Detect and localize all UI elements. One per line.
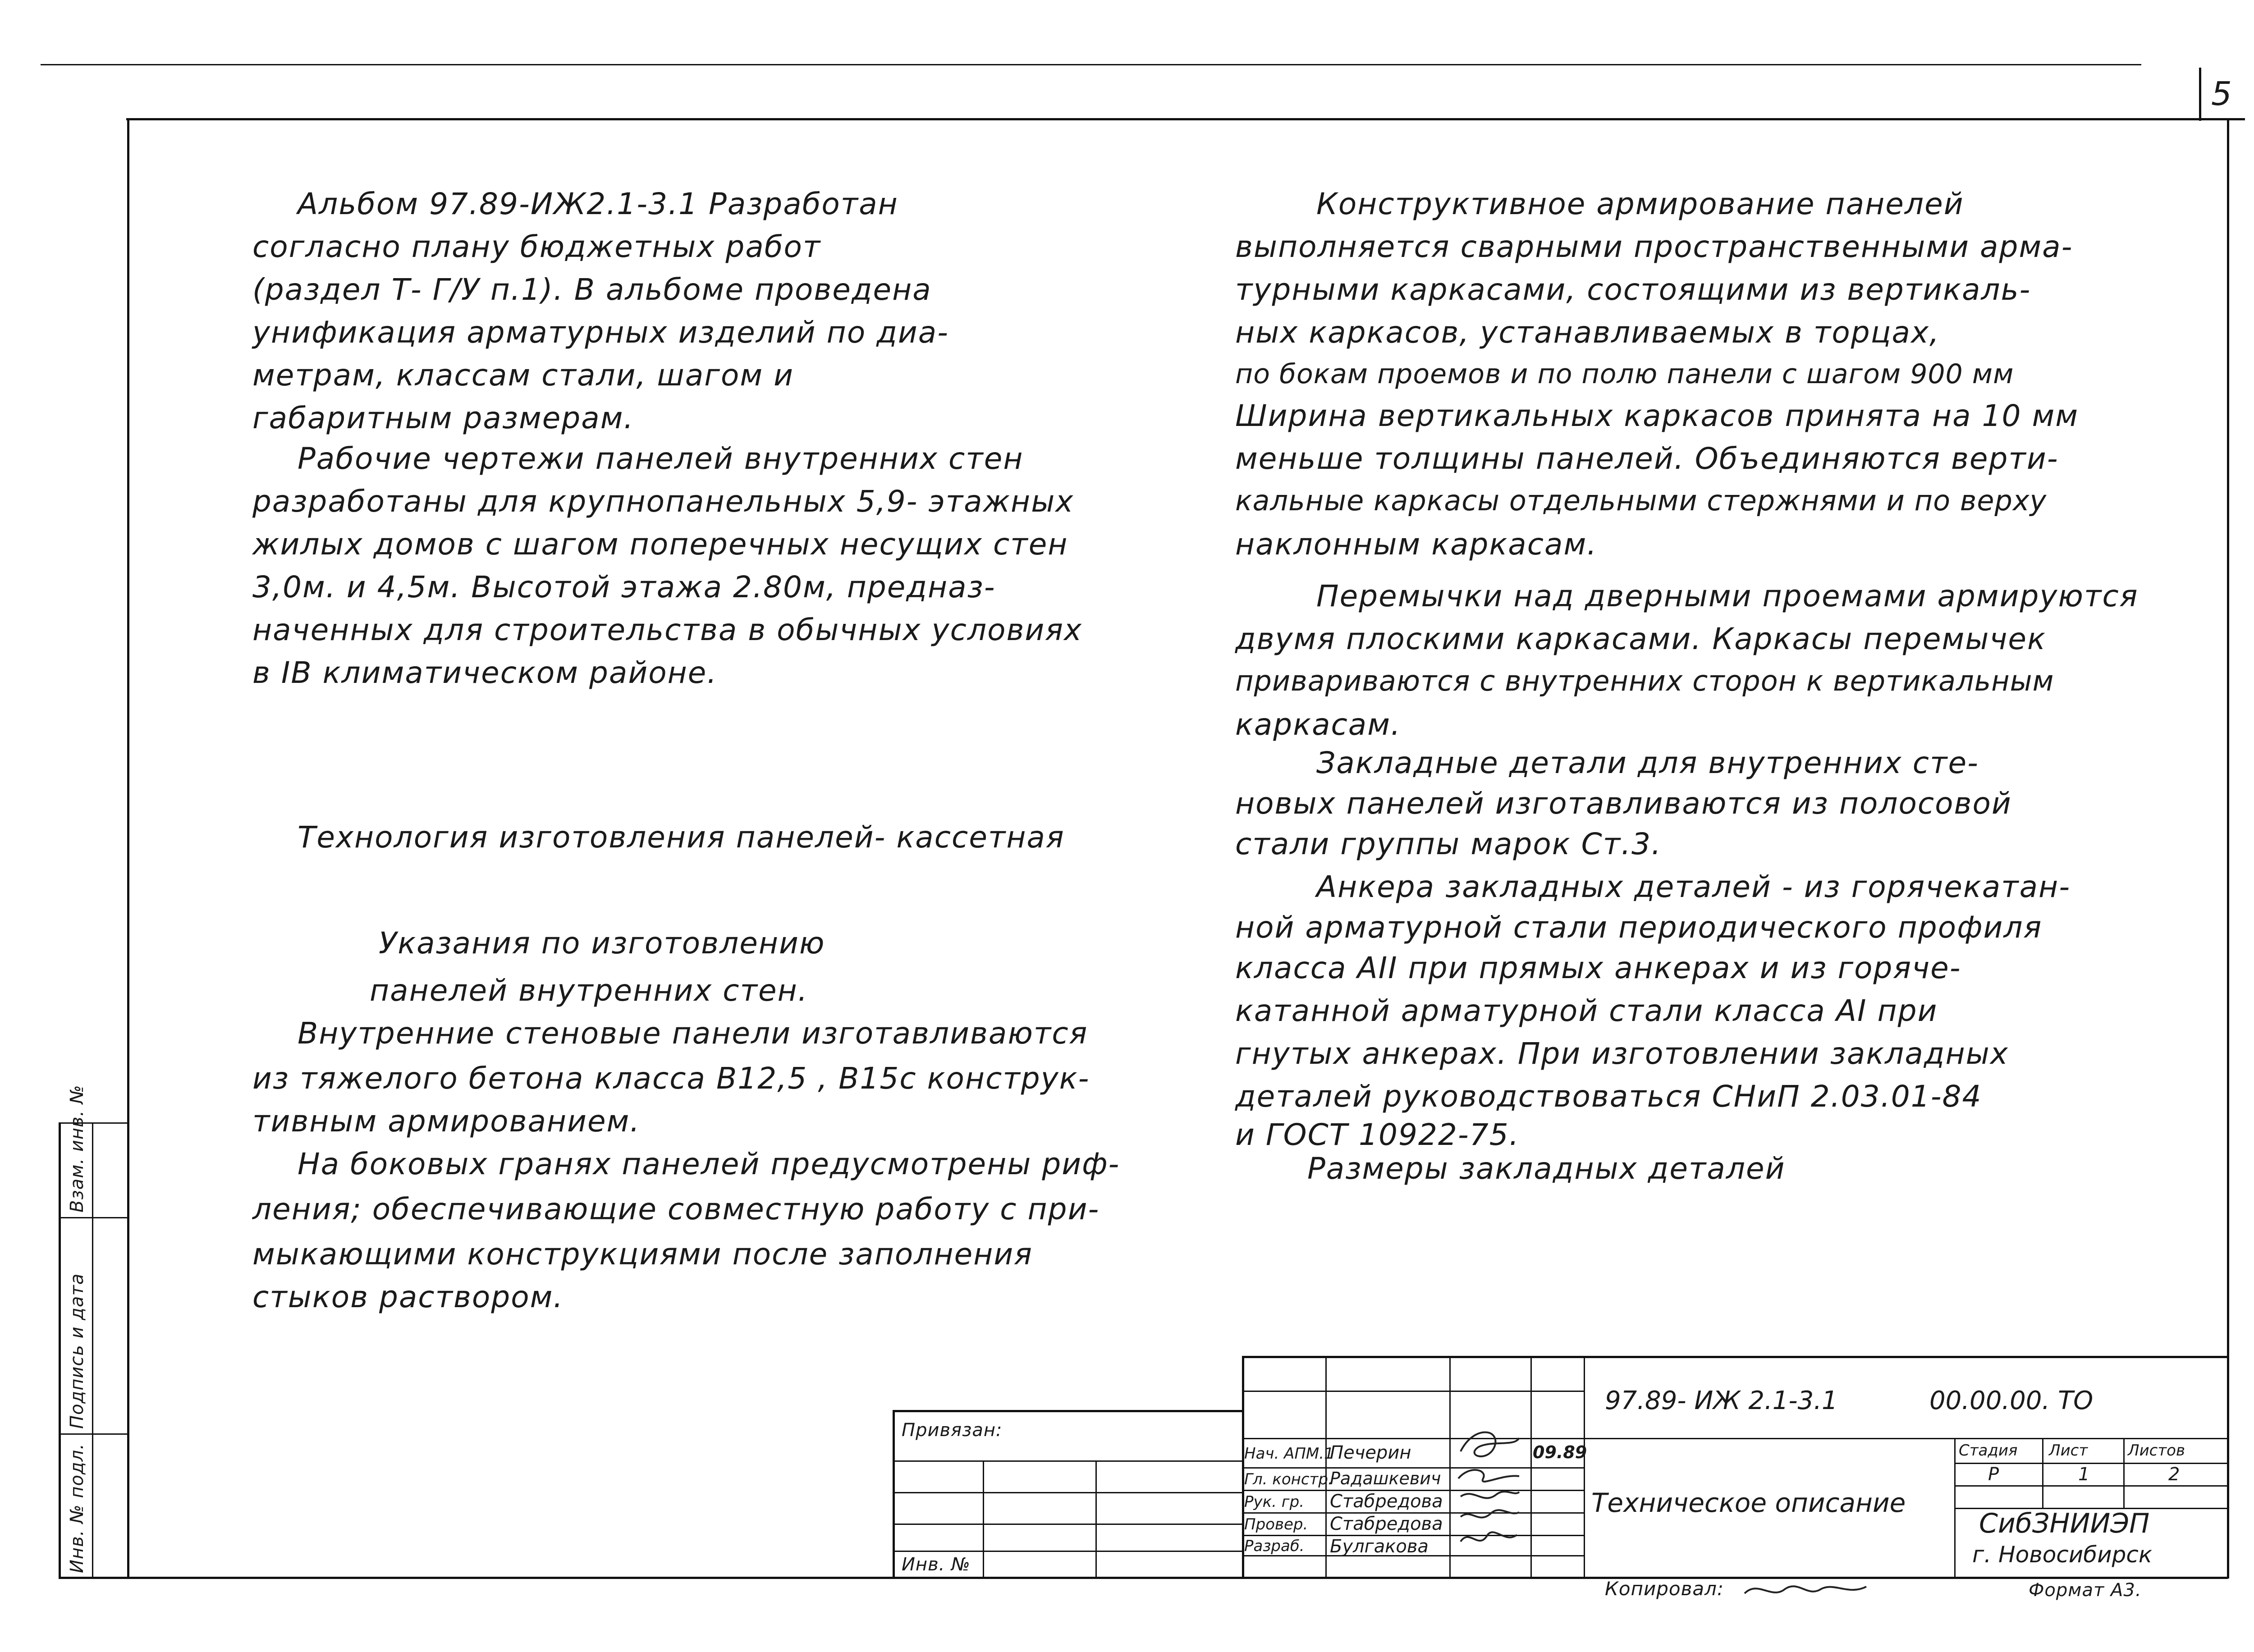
text-line: Анкера закладных деталей - из горячекатан- <box>1316 869 2071 904</box>
text-line: наченных для строительства в обычных условиях <box>252 613 1083 647</box>
text-line: Внутренние стеновые панели изготавливаются <box>298 1016 1088 1051</box>
sheets-value: 2 <box>2168 1464 2180 1485</box>
role-name: Стабредова <box>1330 1491 1443 1512</box>
side-stamp-podpis-data: Подпись и дата <box>67 1273 87 1429</box>
text-line: Конструктивное армирование панелей <box>1316 187 1964 221</box>
text-line: новых панелей изготавливаются из полосовой <box>1235 786 2012 821</box>
text-line: тивным армированием. <box>252 1104 641 1139</box>
text-line: 3,0м. и 4,5м. Высотой этажа 2.80м, предназ- <box>252 570 996 604</box>
text-line: каркасам. <box>1235 707 1402 742</box>
role-label: Рук. гр. <box>1244 1493 1305 1511</box>
text-line: ных каркасов, устанавливаемых в торцах, <box>1235 315 1940 350</box>
text-line: разработаны для крупнопанельных 5,9- этажных <box>252 484 1074 519</box>
instructions-heading-1: Указания по изготовлению <box>379 926 825 961</box>
stage-value: Р <box>1988 1464 1999 1485</box>
doc-code: 97.89- ИЖ 2.1-3.1 <box>1605 1386 1838 1415</box>
text-line: наклонным каркасам. <box>1235 527 1598 562</box>
text-line: меньше толщины панелей. Объединяются верти- <box>1235 441 2059 476</box>
text-line: катанной арматурной стали класса АI при <box>1235 993 1938 1028</box>
page-number: 5 <box>2211 75 2233 113</box>
text-line: Перемычки над дверными проемами армируются <box>1316 579 2139 613</box>
text-line: стыков раствором. <box>252 1280 564 1314</box>
text-line: гнутых анкерах. При изготовлении закладных <box>1235 1036 2009 1071</box>
text-line: Рабочие чертежи панелей внутренних стен <box>298 441 1024 476</box>
text-line: деталей руководствоваться СНиП 2.03.01-84 <box>1235 1079 1982 1114</box>
text-line: Ширина вертикальных каркасов принята на 10 мм <box>1235 398 2079 433</box>
role-name: Стабредова <box>1330 1514 1443 1534</box>
text-line: Размеры закладных деталей <box>1307 1151 1786 1186</box>
text-line: кальные каркасы отдельными стержнями и по верху <box>1235 484 2047 517</box>
text-line: (раздел Т- Г/У п.1). В альбоме проведена <box>252 272 932 307</box>
text-line: жилых домов с шагом поперечных несущих стен <box>252 527 1068 562</box>
instructions-heading-2: панелей внутренних стен. <box>370 973 808 1008</box>
sheets-label: Листов <box>2128 1441 2185 1460</box>
text-line: На боковых гранях панелей предусмотрены риф- <box>298 1147 1120 1181</box>
sheet-label: Лист <box>2049 1441 2088 1460</box>
text-line: стали группы марок Ст.3. <box>1235 827 1662 861</box>
copied-by-label: Копировал: <box>1605 1578 1724 1600</box>
inv-no-label: Инв. № <box>902 1554 971 1575</box>
text-line: выполняется сварными пространственными арма- <box>1235 229 2073 264</box>
text-line: привариваются с внутренних сторон к вертикальным <box>1235 664 2054 697</box>
text-line: и ГОСТ 10922-75. <box>1235 1117 1520 1152</box>
text-line: ления; обеспечивающие совместную работу с при- <box>252 1192 1100 1226</box>
text-line: метрам, классам стали, шагом и <box>252 358 794 393</box>
doc-title: Техническое описание <box>1591 1487 1906 1518</box>
text-line: из тяжелого бетона класса В12,5 , В15с конструк- <box>252 1061 1090 1096</box>
text-line: двумя плоскими каркасами. Каркасы перемычек <box>1235 622 2046 656</box>
text-line: класса АII при прямых анкерах и из горяче- <box>1235 951 1961 985</box>
city: г. Новосибирск <box>1972 1542 2153 1568</box>
copier-signature <box>1740 1575 1875 1607</box>
text-line: турными каркасами, состоящими из вертикаль- <box>1235 272 2031 307</box>
role-label: Нач. АПМ.1 <box>1244 1445 1334 1463</box>
side-stamp-inv-podl: Инв. № подл. <box>67 1443 87 1573</box>
text-line: Альбом 97.89-ИЖ2.1-3.1 Разработан <box>298 187 898 221</box>
text-line: мыкающими конструкциями после заполнения <box>252 1237 1033 1272</box>
privyazan-label: Привязан: <box>902 1420 1003 1441</box>
role-name: Радашкевич <box>1330 1469 1441 1488</box>
stage-label: Стадия <box>1959 1441 2018 1460</box>
role-name: Булгакова <box>1330 1536 1429 1557</box>
text-line: по бокам проемов и по полю панели с шагом 900 мм <box>1235 358 2014 390</box>
role-date: 09.89 <box>1533 1442 1587 1462</box>
side-stamp-vzam-inv: Взам. инв. № <box>67 1085 87 1213</box>
organization: СибЗНИИЭП <box>1979 1508 2150 1539</box>
technology-line: Технология изготовления панелей- кассетная <box>298 820 1065 855</box>
text-line: согласно плану бюджетных работ <box>252 229 821 264</box>
text-line: габаритным размерам. <box>252 401 634 435</box>
doc-number: 00.00.00. ТО <box>1929 1386 2094 1415</box>
role-label: Провер. <box>1244 1515 1308 1533</box>
role-label: Гл. констр. <box>1244 1470 1333 1488</box>
role-label: Разраб. <box>1244 1537 1305 1555</box>
text-line: унификация арматурных изделий по диа- <box>252 315 949 350</box>
role-name: Печерин <box>1330 1442 1411 1463</box>
signatures <box>1452 1420 1530 1578</box>
text-line: ной арматурной стали периодического профиля <box>1235 910 2043 945</box>
text-line: в IВ климатическом районе. <box>252 655 718 690</box>
format-label: Формат А3. <box>2029 1580 2142 1601</box>
sheet-value: 1 <box>2078 1464 2090 1485</box>
text-line: Закладные детали для внутренних сте- <box>1316 746 1979 780</box>
